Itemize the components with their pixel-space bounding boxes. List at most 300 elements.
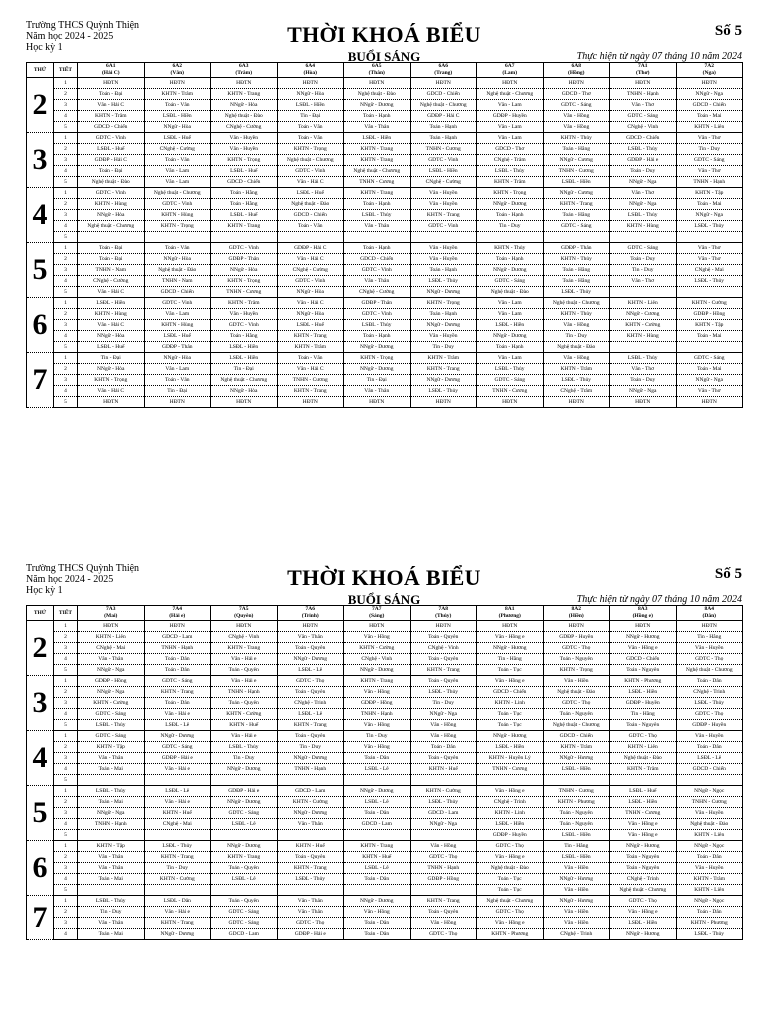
period-number: 3	[54, 320, 78, 331]
lesson-cell: GDTC - Vinh	[277, 276, 344, 287]
lesson-cell: KHTN - Huế	[211, 720, 278, 731]
lesson-cell: GDĐP - Thân	[543, 243, 610, 254]
school-year: Năm học 2024 - 2025	[26, 574, 114, 585]
lesson-cell: KHTN - Trang	[144, 852, 211, 863]
lesson-cell: Toán - Quyên	[277, 687, 344, 698]
lesson-cell: Toán - Hạnh	[410, 309, 477, 320]
lesson-cell: NNgữ - Nga	[410, 709, 477, 720]
lesson-cell: GDCD - Lam	[344, 819, 411, 830]
period-number: 5	[54, 885, 78, 896]
lesson-cell: Văn - Hồng	[543, 111, 610, 122]
lesson-cell: GDTC - Thọ	[477, 907, 544, 918]
lesson-cell: Văn - Hồng e	[477, 786, 544, 797]
lesson-cell: NNgữ - Dương	[277, 753, 344, 764]
lesson-cell: LSĐL - Huế	[211, 166, 278, 177]
lesson-cell: GDTC - Sáng	[144, 742, 211, 753]
lesson-cell: KHTN - Huế	[410, 764, 477, 775]
lesson-cell: NNgữ - Nga	[676, 89, 743, 100]
lesson-cell: Văn - Hải e	[211, 654, 278, 665]
lesson-cell: Văn - Hồng	[344, 720, 411, 731]
lesson-cell: GDTC - Thọ	[477, 841, 544, 852]
lesson-cell: Nghệ thuật - Đào	[676, 819, 743, 830]
lesson-cell: NNgữ - Hòa	[78, 210, 145, 221]
lesson-cell: Tin - Hằng	[477, 654, 544, 665]
lesson-cell: Văn - Hải e	[211, 676, 278, 687]
lesson-cell: Toán - Dân	[344, 874, 411, 885]
lesson-cell: KHTN - Liên	[610, 742, 677, 753]
lesson-cell: HĐTN	[344, 78, 411, 89]
table-row	[27, 397, 743, 408]
lesson-cell: Văn - Hồng e	[610, 819, 677, 830]
lesson-cell: GDTC - Sáng	[211, 918, 278, 929]
lesson-cell: GDĐP - Hải e	[211, 786, 278, 797]
lesson-cell: GDTC - Sáng	[543, 100, 610, 111]
lesson-cell: HĐTN	[78, 78, 145, 89]
table-row	[27, 698, 743, 709]
period-number: 5	[54, 287, 78, 298]
lesson-cell: CNghệ - Trinh	[277, 698, 344, 709]
lesson-cell: GDCD - Thơ	[543, 89, 610, 100]
lesson-cell: Tin - Duy	[610, 265, 677, 276]
period-number: 4	[54, 276, 78, 287]
lesson-cell: Nghệ thuật - Chương	[477, 89, 544, 100]
lesson-cell: NNgữ - Dương	[144, 929, 211, 940]
lesson-cell: KHTN - Liên	[676, 830, 743, 841]
lesson-cell: LSĐL - Thủy	[78, 786, 145, 797]
lesson-cell: GDTC - Sáng	[211, 907, 278, 918]
lesson-cell: GDTC - Vinh	[344, 265, 411, 276]
lesson-cell: KHTN - Tập	[676, 320, 743, 331]
lesson-cell: NNgữ - Nga	[78, 808, 145, 819]
table-row	[27, 243, 743, 254]
lesson-cell	[277, 885, 344, 896]
lesson-cell: GDTC - Sáng	[144, 676, 211, 687]
lesson-cell: LSĐL - Thủy	[410, 386, 477, 397]
lesson-cell: NNgữ - Dương	[410, 375, 477, 386]
lesson-cell: Văn - Hải C	[277, 254, 344, 265]
table-row	[27, 89, 743, 100]
lesson-cell: Tin - Duy	[543, 331, 610, 342]
lesson-cell: Nghệ thuật - Đào	[144, 265, 211, 276]
lesson-cell: Toán - Tục	[477, 709, 544, 720]
lesson-cell: Nghệ thuật - Đào	[610, 753, 677, 764]
lesson-cell: NNgữ - Hòa	[211, 265, 278, 276]
lesson-cell: Toán - Dân	[344, 929, 411, 940]
lesson-cell: Toán - Mai	[78, 874, 145, 885]
table-row	[27, 177, 743, 188]
lesson-cell: LSĐL - Thủy	[344, 320, 411, 331]
lesson-cell: TNHN - Cương	[344, 177, 411, 188]
lesson-cell: Tin - Đại	[144, 386, 211, 397]
lesson-cell: Tin - Duy	[78, 907, 145, 918]
lesson-cell: GDCD - Chiến	[277, 210, 344, 221]
school-term: Học kỳ 1	[26, 585, 63, 596]
lesson-cell: NNgữ - Hòa	[277, 89, 344, 100]
lesson-cell: CNghệ - Cường	[78, 276, 145, 287]
lesson-cell: Văn - Thân	[78, 654, 145, 665]
lesson-cell: LSĐL - Thủy	[344, 210, 411, 221]
period-number: 1	[54, 133, 78, 144]
lesson-cell: KHTN - Trâm	[410, 353, 477, 364]
lesson-cell: Tin - Duy	[211, 753, 278, 764]
class-name: 7A6	[305, 606, 315, 612]
lesson-cell: Tin - Duy	[676, 144, 743, 155]
lesson-cell	[344, 885, 411, 896]
lesson-cell: CNghệ - Trinh	[477, 797, 544, 808]
lesson-cell: Văn - Hải e	[211, 731, 278, 742]
lesson-cell: Toán - Đại	[78, 89, 145, 100]
lesson-cell: GDĐP - Hồng	[78, 676, 145, 687]
lesson-cell: LSĐL - Dân	[144, 896, 211, 907]
lesson-cell: TNHN - Cương	[543, 166, 610, 177]
period-number: 4	[54, 221, 78, 232]
lesson-cell: TNHN - Hạnh	[676, 177, 743, 188]
period-number: 1	[54, 841, 78, 852]
class-teacher: (Trâm)	[235, 70, 253, 76]
lesson-cell: KHTN - Cường	[410, 786, 477, 797]
table-row	[27, 287, 743, 298]
lesson-cell: LSĐL - Thủy	[78, 896, 145, 907]
lesson-cell: KHTN - Cường	[344, 643, 411, 654]
lesson-cell: Toán - Dân	[410, 742, 477, 753]
lesson-cell	[610, 232, 677, 243]
period-number: 3	[54, 375, 78, 386]
lesson-cell: LSĐL - Lê	[344, 797, 411, 808]
lesson-cell: KHTN - Trang	[211, 852, 278, 863]
lesson-cell: KHTN - Phương	[543, 797, 610, 808]
lesson-cell: TNHN - Nam	[144, 276, 211, 287]
lesson-cell: TNHN - Hạnh	[610, 89, 677, 100]
lesson-cell: GDĐP - Huyền	[543, 632, 610, 643]
table-row	[27, 874, 743, 885]
lesson-cell: CNghệ - Trinh	[676, 687, 743, 698]
period-number: 5	[54, 775, 78, 786]
class-name: 6A6	[438, 63, 448, 69]
lesson-cell: LSĐL - Huế	[144, 331, 211, 342]
lesson-cell: GDCD - Lam	[211, 929, 278, 940]
lesson-cell: GDTC - Sáng	[610, 243, 677, 254]
period-number: 4	[54, 819, 78, 830]
period-number: 1	[54, 78, 78, 89]
day-label: 4	[27, 731, 54, 786]
period-number: 2	[54, 254, 78, 265]
lesson-cell: KHTN - Tập	[676, 188, 743, 199]
lesson-cell: GDĐP - Thân	[344, 298, 411, 309]
lesson-cell: LSĐL - Lê	[676, 753, 743, 764]
lesson-cell: KHTN - Trang	[410, 896, 477, 907]
lesson-cell: Toán - Hạnh	[477, 254, 544, 265]
lesson-cell	[543, 775, 610, 786]
class-teacher: (Thơ)	[636, 70, 650, 76]
lesson-cell: HĐTN	[277, 397, 344, 408]
table-row	[27, 896, 743, 907]
lesson-cell: HĐTN	[211, 78, 278, 89]
table-row	[27, 265, 743, 276]
lesson-cell: NNgữ - Dương	[410, 287, 477, 298]
lesson-cell: NNgữ - Nga	[610, 177, 677, 188]
lesson-cell: CNghệ - Trâm	[477, 155, 544, 166]
lesson-cell: HĐTN	[144, 397, 211, 408]
lesson-cell: Văn - Thơ	[676, 254, 743, 265]
class-teacher: (Hồng e)	[632, 613, 653, 619]
table-row	[27, 100, 743, 111]
lesson-cell: NNgữ - Hương	[543, 874, 610, 885]
lesson-cell: TNHN - Cương	[610, 808, 677, 819]
lesson-cell: KHTN - Thủy	[543, 133, 610, 144]
lesson-cell	[477, 232, 544, 243]
lesson-cell	[344, 830, 411, 841]
lesson-cell: Tin - Duy	[410, 342, 477, 353]
lesson-cell: TNHN - Nam	[78, 265, 145, 276]
lesson-cell: Toán - Quyên	[277, 852, 344, 863]
class-teacher: (Quyên)	[234, 613, 254, 619]
lesson-cell: Nghệ thuật - Chương	[211, 375, 278, 386]
lesson-cell	[144, 775, 211, 786]
effective-date: Thực hiện từ ngày 07 tháng 10 năm 2024	[576, 594, 742, 605]
lesson-cell: KHTN - Linh	[477, 808, 544, 819]
lesson-cell: NNgữ - Dương	[477, 331, 544, 342]
lesson-cell: KHTN - Hùng	[610, 331, 677, 342]
table-row	[27, 632, 743, 643]
lesson-cell: Tin - Đại	[277, 111, 344, 122]
lesson-cell	[78, 775, 145, 786]
lesson-cell: LSĐL - Huế	[277, 320, 344, 331]
period-number: 2	[54, 89, 78, 100]
lesson-cell: GDĐP - Thân	[211, 254, 278, 265]
lesson-cell: Văn - Hồng	[344, 907, 411, 918]
lesson-cell: LSĐL - Lê	[144, 786, 211, 797]
lesson-cell: Tin - Đại	[344, 375, 411, 386]
lesson-cell: Toán - Vân	[144, 100, 211, 111]
lesson-cell: GDCD - Chiến	[410, 89, 477, 100]
lesson-cell: HĐTN	[610, 397, 677, 408]
lesson-cell: Văn - Lam	[477, 100, 544, 111]
lesson-cell: Văn - Hải C	[78, 386, 145, 397]
lesson-cell: Nghệ thuật - Chương	[676, 665, 743, 676]
lesson-cell: Văn - Huyền	[410, 243, 477, 254]
lesson-cell: GDTC - Vinh	[211, 243, 278, 254]
lesson-cell: Văn - Thơ	[610, 100, 677, 111]
lesson-cell: KHTN - Trang	[344, 188, 411, 199]
lesson-cell	[543, 232, 610, 243]
lesson-cell: HĐTN	[277, 78, 344, 89]
lesson-cell: Văn - Thân	[277, 896, 344, 907]
school-year: Năm học 2024 - 2025	[26, 31, 114, 42]
lesson-cell	[277, 775, 344, 786]
lesson-cell: CNghệ - Mai	[676, 265, 743, 276]
lesson-cell: KHTN - Trâm	[543, 364, 610, 375]
lesson-cell: Toán - Hạnh	[344, 331, 411, 342]
class-name: 7A7	[372, 606, 382, 612]
lesson-cell: NNgữ - Dương	[144, 731, 211, 742]
lesson-cell: Văn - Lam	[477, 298, 544, 309]
sheet-header	[26, 563, 742, 605]
lesson-cell: NNgữ - Dương	[277, 654, 344, 665]
lesson-cell: Văn - Hải C	[277, 298, 344, 309]
lesson-cell	[676, 775, 743, 786]
lesson-cell: GDĐP - Hải e	[277, 929, 344, 940]
lesson-cell: GDCD - Thơ	[477, 144, 544, 155]
lesson-cell: LSĐL - Hiền	[144, 111, 211, 122]
lesson-cell: NNgữ - Hòa	[144, 254, 211, 265]
lesson-cell: HĐTN	[477, 397, 544, 408]
period-number: 2	[54, 797, 78, 808]
lesson-cell: CNghệ - Cường	[211, 122, 278, 133]
lesson-cell: KHTN - Trọng	[78, 375, 145, 386]
lesson-cell: Nghệ thuật - Chương	[543, 298, 610, 309]
lesson-cell: NNgữ - Dương	[211, 764, 278, 775]
table-row	[27, 643, 743, 654]
lesson-cell: Toán - Nguyên	[610, 852, 677, 863]
lesson-cell: GDTC - Vinh	[344, 309, 411, 320]
lesson-cell: HĐTN	[410, 397, 477, 408]
lesson-cell: GDĐP - Hải e	[144, 753, 211, 764]
table-row	[27, 819, 743, 830]
table-row	[27, 133, 743, 144]
class-teacher: (Nga)	[702, 70, 716, 76]
lesson-cell: Toán - Hằng	[211, 199, 278, 210]
lesson-cell: Văn - Thân	[344, 221, 411, 232]
lesson-cell: Nghệ thuật - Chương	[78, 221, 145, 232]
period-number: 1	[54, 243, 78, 254]
lesson-cell: NNgữ - Dương	[344, 896, 411, 907]
lesson-cell: Văn - Thân	[277, 632, 344, 643]
lesson-cell: NNgữ - Cương	[543, 188, 610, 199]
timetable-title: THỜI KHOÁ BIỂU	[287, 22, 481, 47]
lesson-cell: Tin - Duy	[477, 221, 544, 232]
day-label: 7	[27, 896, 54, 940]
lesson-cell: GDĐP - Hải C	[277, 243, 344, 254]
lesson-cell: LSĐL - Hiền	[477, 819, 544, 830]
lesson-cell: NNgữ - Hương	[543, 753, 610, 764]
lesson-cell: NNgữ - Hương	[543, 896, 610, 907]
lesson-cell: Nghệ thuật - Đào	[78, 177, 145, 188]
lesson-cell	[211, 830, 278, 841]
lesson-cell: GDCD - Chiến	[477, 687, 544, 698]
lesson-cell: LSĐL - Hiền	[543, 177, 610, 188]
lesson-cell: NNgữ - Dương	[410, 320, 477, 331]
lesson-cell: KHTN - Liên	[78, 632, 145, 643]
lesson-cell: Toán - Quyên	[410, 654, 477, 665]
table-row	[27, 764, 743, 775]
lesson-cell: Văn - Thân	[78, 753, 145, 764]
lesson-cell: Văn - Lam	[477, 309, 544, 320]
lesson-cell: TNHN - Cương	[211, 287, 278, 298]
lesson-cell: LSĐL - Lê	[211, 874, 278, 885]
table-row	[27, 797, 743, 808]
class-name: 6A7	[505, 63, 515, 69]
lesson-cell	[78, 232, 145, 243]
lesson-cell: LSĐL - Hiền	[610, 687, 677, 698]
lesson-cell: HĐTN	[144, 78, 211, 89]
lesson-cell: NNgữ - Hương	[477, 643, 544, 654]
lesson-cell: NNgữ - Dương	[344, 364, 411, 375]
class-name: 7A8	[438, 606, 448, 612]
lesson-cell: LSĐL - Lê	[144, 720, 211, 731]
class-name: 6A5	[372, 63, 382, 69]
lesson-cell: GDCD - Chiến	[676, 764, 743, 775]
lesson-cell: Toán - Dân	[144, 698, 211, 709]
class-name: 8A3	[638, 606, 648, 612]
lesson-cell: Toán - Quyên	[211, 698, 278, 709]
lesson-cell: Toán - Dân	[344, 753, 411, 764]
lesson-cell: HĐTN	[543, 78, 610, 89]
lesson-cell: KHTN - Trọng	[410, 298, 477, 309]
lesson-cell: GDTC - Thọ	[676, 709, 743, 720]
lesson-cell: Văn - Thân	[277, 819, 344, 830]
table-row	[27, 907, 743, 918]
header-thu: THỨ	[27, 63, 54, 78]
table-row	[27, 841, 743, 852]
lesson-cell: Toán - Hạnh	[477, 342, 544, 353]
lesson-cell: KHTN - Trâm	[277, 342, 344, 353]
lesson-cell: LSĐL - Lê	[277, 709, 344, 720]
lesson-cell: Văn - Huyền	[410, 188, 477, 199]
class-teacher: (Vân)	[170, 70, 184, 76]
lesson-cell: NNgữ - Ngọc	[676, 841, 743, 852]
lesson-cell: KHTN - Trang	[277, 386, 344, 397]
lesson-cell: GDTC - Vinh	[410, 221, 477, 232]
lesson-cell: Văn - Hồng	[410, 720, 477, 731]
lesson-cell: KHTN - Cường	[277, 797, 344, 808]
lesson-cell: HĐTN	[144, 621, 211, 632]
lesson-cell: Toán - Dân	[676, 742, 743, 753]
lesson-cell	[211, 775, 278, 786]
lesson-cell: Toán - Hằng	[543, 144, 610, 155]
period-number: 3	[54, 100, 78, 111]
table-row	[27, 720, 743, 731]
lesson-cell: Văn - Hồng e	[477, 632, 544, 643]
lesson-cell: HĐTN	[344, 621, 411, 632]
effective-date: Thực hiện từ ngày 07 tháng 10 năm 2024	[576, 51, 742, 62]
lesson-cell: LSĐL - Thủy	[610, 210, 677, 221]
lesson-cell: KHTN - Trâm	[543, 742, 610, 753]
lesson-cell: GDCD - Lam	[144, 632, 211, 643]
class-name: 6A3	[239, 63, 249, 69]
lesson-cell: Toán - Mai	[78, 764, 145, 775]
lesson-cell	[410, 830, 477, 841]
table-row	[27, 775, 743, 786]
header-tiet: TIẾT	[54, 606, 78, 621]
lesson-cell: GDĐP - Huyền	[477, 111, 544, 122]
lesson-cell: GDTC - Thọ	[410, 929, 477, 940]
lesson-cell: HĐTN	[410, 621, 477, 632]
period-number: 3	[54, 265, 78, 276]
lesson-cell: NNgữ - Hương	[610, 632, 677, 643]
lesson-cell: Văn - Lam	[477, 133, 544, 144]
lesson-cell: Văn - Thân	[344, 386, 411, 397]
lesson-cell: Nghệ thuật - Đào	[477, 287, 544, 298]
timetable	[26, 62, 743, 408]
lesson-cell: LSĐL - Thủy	[277, 874, 344, 885]
lesson-cell: LSĐL - Hiền	[211, 353, 278, 364]
lesson-cell: Toán - Quyên	[410, 632, 477, 643]
lesson-cell: Văn - Lam	[477, 353, 544, 364]
lesson-cell: GDCD - Chiến	[144, 287, 211, 298]
table-row	[27, 918, 743, 929]
lesson-cell: Văn - Thân	[277, 907, 344, 918]
lesson-cell: Toán - Văn	[277, 353, 344, 364]
lesson-cell: Văn - Huyền	[410, 254, 477, 265]
lesson-cell: Toán - Dân	[676, 852, 743, 863]
period-number: 2	[54, 742, 78, 753]
period-number: 5	[54, 830, 78, 841]
period-number: 5	[54, 720, 78, 731]
table-row	[27, 111, 743, 122]
period-number: 5	[54, 665, 78, 676]
lesson-cell: LSĐL - Hiền	[477, 742, 544, 753]
lesson-cell: NNgữ - Ngọc	[676, 786, 743, 797]
